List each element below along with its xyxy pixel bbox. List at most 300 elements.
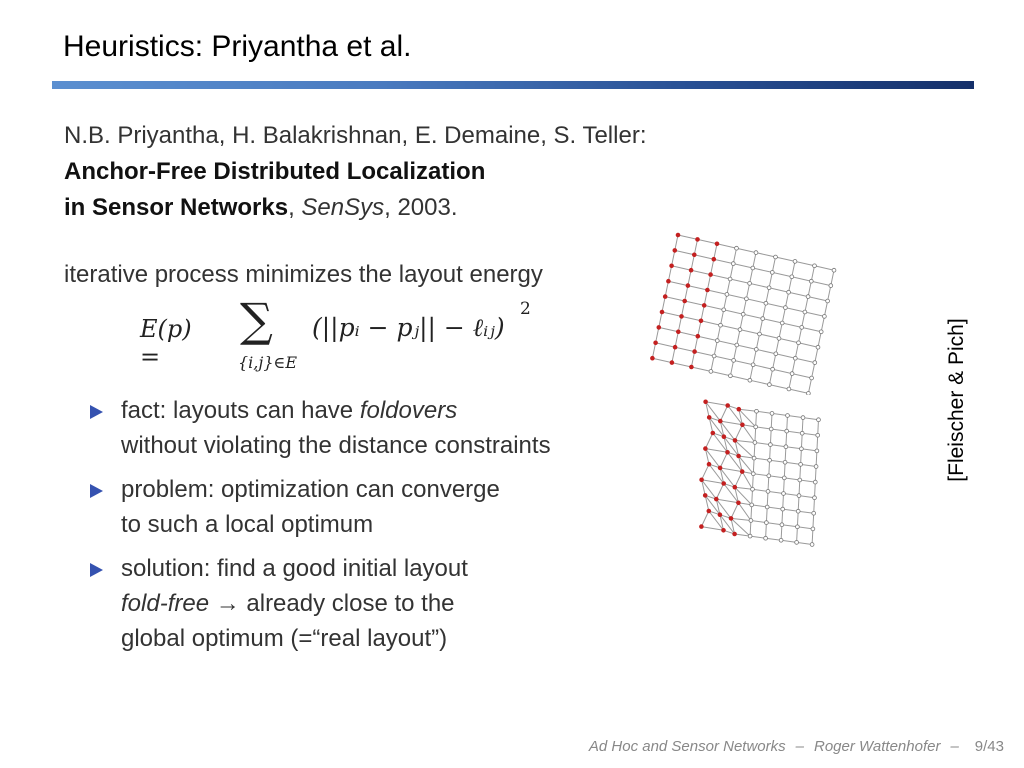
- graph-edge: [685, 286, 688, 301]
- graph-edge: [786, 431, 787, 447]
- graph-edge: [781, 525, 782, 541]
- graph-edge: [714, 244, 717, 259]
- graph-edge: [808, 297, 828, 301]
- graph-edge: [662, 297, 665, 312]
- graph-edge: [735, 472, 742, 488]
- graph-node: [771, 367, 775, 371]
- graph-edge: [783, 494, 784, 510]
- graph-node: [801, 416, 805, 420]
- graph-edge: [727, 279, 730, 294]
- graph-edge: [750, 283, 770, 287]
- graph-node: [798, 478, 802, 482]
- graph-node: [800, 431, 804, 435]
- graph-edge: [792, 277, 812, 281]
- graph-edge: [652, 343, 655, 358]
- bullet-solution-line2: [121, 586, 551, 621]
- graph-edge: [720, 468, 742, 472]
- graph-edge: [769, 369, 772, 384]
- graph-edge: [756, 349, 776, 353]
- graph-node: [799, 463, 803, 467]
- graph-node: [810, 543, 814, 547]
- graph-edge: [801, 433, 802, 449]
- graph-edge: [802, 433, 818, 435]
- graph-edge: [801, 449, 817, 451]
- graph-edge: [688, 286, 708, 290]
- graph-node: [780, 523, 784, 527]
- graph-edge: [814, 498, 815, 514]
- graph-edge: [815, 482, 816, 498]
- graph-node: [780, 321, 784, 325]
- graph-node: [813, 264, 817, 268]
- graph-node: [712, 354, 716, 358]
- graph-edge: [785, 447, 786, 463]
- reference-year: , 2003.: [384, 194, 458, 221]
- folded-grid-graph: [688, 395, 838, 560]
- graph-edge: [785, 462, 801, 464]
- graph-node: [670, 361, 674, 365]
- graph-node: [748, 534, 752, 538]
- graph-edge: [755, 427, 756, 443]
- graph-node: [700, 478, 704, 482]
- graph-node: [680, 315, 684, 319]
- graph-node: [751, 363, 755, 367]
- graph-node: [783, 460, 787, 464]
- graph-edge: [706, 402, 728, 406]
- graph-edge: [678, 316, 681, 331]
- graph-edge: [771, 429, 787, 431]
- graph-edge: [802, 312, 805, 327]
- graph-node: [714, 497, 718, 501]
- graph-edge: [691, 255, 694, 270]
- graph-node: [819, 330, 823, 334]
- graph-node: [817, 418, 821, 422]
- graph-edge: [678, 235, 698, 239]
- graph-edge: [675, 332, 678, 347]
- footer-author: Roger Wattenhofer: [813, 738, 941, 755]
- graph-edge: [753, 474, 754, 490]
- graph-edge: [750, 380, 770, 384]
- graph-node: [787, 387, 791, 391]
- graph-node: [702, 304, 706, 308]
- graph-node: [738, 328, 742, 332]
- graph-edge: [717, 341, 737, 345]
- graph-edge: [716, 484, 723, 500]
- bullet-list: [90, 393, 551, 665]
- graph-edge: [808, 281, 811, 296]
- graph-edge: [659, 327, 679, 331]
- graph-edge: [769, 385, 789, 389]
- graph-edge: [795, 261, 815, 265]
- graph-node: [800, 326, 804, 330]
- graph-edge: [787, 431, 803, 433]
- graph-node: [750, 503, 754, 507]
- graph-edge: [788, 416, 804, 418]
- bullet-fact-text: fact: layouts can have: [121, 397, 360, 424]
- graph-node: [767, 474, 771, 478]
- graph-edge: [691, 367, 711, 371]
- graph-edge: [668, 266, 671, 281]
- graph-edge: [756, 253, 776, 257]
- graph-edge: [737, 330, 740, 345]
- graph-edge: [800, 464, 801, 480]
- graph-node: [796, 525, 800, 529]
- graph-edge: [740, 314, 743, 329]
- graph-edge: [766, 507, 767, 523]
- graph-node: [754, 251, 758, 255]
- graph-node: [758, 332, 762, 336]
- graph-node: [706, 288, 710, 292]
- graph-edge: [698, 336, 718, 340]
- graph-edge: [781, 540, 797, 542]
- graph-edge: [769, 460, 770, 476]
- graph-edge: [786, 447, 802, 449]
- graph-node: [752, 456, 756, 460]
- graph-edge: [770, 460, 786, 462]
- graph-edge: [782, 308, 785, 323]
- graph-node: [764, 536, 768, 540]
- graph-edge: [698, 321, 701, 336]
- graph-edge: [750, 521, 751, 537]
- graph-edge: [816, 451, 817, 467]
- graph-edge: [753, 349, 756, 364]
- graph-edge: [805, 312, 825, 316]
- graph-node: [683, 299, 687, 303]
- graph-node: [813, 496, 817, 500]
- graph-node: [719, 323, 723, 327]
- graph-edge: [753, 365, 773, 369]
- graph-node: [813, 361, 817, 365]
- graph-node: [823, 315, 827, 319]
- graph-node: [722, 528, 726, 532]
- graph-node: [786, 414, 790, 418]
- graph-edge: [767, 507, 783, 509]
- bullet-marker-icon: [90, 484, 103, 498]
- graph-edge: [656, 327, 659, 342]
- image-credit: [Fleischer & Pich]: [945, 318, 968, 482]
- graph-edge: [803, 418, 819, 420]
- graph-edge: [795, 358, 815, 362]
- bullet-solution-line3: global optimum (=“real layout”): [121, 625, 448, 652]
- graph-node: [718, 419, 722, 423]
- graph-node: [686, 284, 690, 288]
- graph-edge: [735, 440, 755, 442]
- graph-edge: [734, 345, 737, 360]
- graph-edge: [721, 310, 724, 325]
- graph-edge: [678, 332, 698, 336]
- graph-edge: [769, 272, 772, 287]
- graph-node: [764, 301, 768, 305]
- graph-edge: [772, 272, 792, 276]
- graph-edge: [705, 449, 727, 453]
- formula-sum-symbol: ∑: [240, 293, 273, 347]
- graph-node: [690, 365, 694, 369]
- graph-edge: [754, 458, 770, 460]
- graph-node: [814, 465, 818, 469]
- graph-edge: [682, 301, 685, 316]
- graph-edge: [695, 336, 698, 351]
- graph-edge: [828, 286, 831, 301]
- graph-node: [795, 541, 799, 545]
- graph-node: [787, 290, 791, 294]
- graph-edge: [701, 305, 704, 320]
- graph-node: [657, 326, 661, 330]
- graph-edge: [769, 288, 789, 292]
- graph-node: [785, 429, 789, 433]
- graph-edge: [751, 505, 752, 521]
- graph-edge: [801, 464, 817, 466]
- graph-edge: [760, 334, 780, 338]
- graph-edge: [733, 248, 736, 263]
- paper-title-line2: in Sensor Networks: [64, 194, 289, 221]
- graph-edge: [799, 480, 800, 496]
- graph-node: [767, 286, 771, 290]
- graph-edge: [785, 308, 805, 312]
- graph-node: [737, 454, 741, 458]
- graph-node: [753, 441, 757, 445]
- graph-edge: [789, 292, 809, 296]
- graph-node: [741, 423, 745, 427]
- graph-edge: [815, 266, 835, 270]
- bullet-problem-line1: problem: optimization can converge: [121, 476, 500, 503]
- graph-node: [768, 383, 772, 387]
- graph-edge: [704, 305, 724, 309]
- graph-edge: [753, 253, 756, 268]
- graph-node: [751, 487, 755, 491]
- graph-node: [770, 271, 774, 275]
- graph-edge: [805, 297, 808, 312]
- slide-title: Heuristics: Priyantha et al.: [63, 30, 412, 63]
- graph-node: [755, 409, 759, 413]
- reference-title-line1: [64, 154, 646, 190]
- graph-edge: [742, 425, 755, 443]
- graph-edge: [797, 527, 813, 529]
- graph-edge: [766, 538, 782, 540]
- graph-edge: [789, 277, 792, 292]
- bullet-fact-emphasis: foldovers: [359, 397, 458, 424]
- reference-venue: SenSys: [301, 194, 385, 221]
- graph-edge: [753, 474, 769, 476]
- graph-node: [660, 310, 664, 314]
- graph-node: [693, 350, 697, 354]
- graph-node: [790, 372, 794, 376]
- graph-node: [765, 505, 769, 509]
- graph-edge: [720, 452, 727, 468]
- graph-node: [726, 404, 730, 408]
- graph-edge: [772, 413, 788, 415]
- graph-edge: [753, 458, 754, 474]
- graph-edge: [691, 270, 711, 274]
- graph-edge: [787, 416, 788, 432]
- graph-edge: [704, 290, 707, 305]
- graph-node: [816, 433, 820, 437]
- graph-node: [740, 470, 744, 474]
- bullet-solution-line1: solution: find a good initial layout: [121, 555, 468, 582]
- graph-node: [696, 238, 700, 242]
- graph-edge: [701, 511, 708, 527]
- graph-node: [726, 450, 730, 454]
- graph-edge: [817, 435, 818, 451]
- graph-node: [810, 376, 814, 380]
- formula-exponent: 2: [520, 299, 531, 319]
- graph-edge: [705, 433, 712, 449]
- graph-edge: [768, 491, 784, 493]
- graph-node: [748, 378, 752, 382]
- graph-edge: [782, 525, 798, 527]
- graph-edge: [792, 261, 795, 276]
- graph-edge: [737, 248, 757, 252]
- graph-node: [712, 257, 716, 261]
- graph-edge: [811, 281, 831, 285]
- graph-node: [803, 310, 807, 314]
- graph-edge: [698, 239, 718, 243]
- graph-edge: [779, 323, 782, 338]
- graph-edge: [702, 464, 709, 480]
- graph-edge: [773, 354, 776, 369]
- graph-node: [700, 525, 704, 529]
- graph-edge: [672, 347, 675, 362]
- graph-node: [711, 431, 715, 435]
- graph-node: [704, 447, 708, 451]
- graph-edge: [815, 347, 818, 362]
- graph-edge: [742, 472, 752, 490]
- graph-node: [815, 449, 819, 453]
- graph-edge: [808, 378, 811, 393]
- graph-node: [754, 425, 758, 429]
- graph-node: [790, 275, 794, 279]
- graph-edge: [731, 503, 738, 519]
- graph-edge: [672, 250, 675, 265]
- paper-title-line1: Anchor-Free Distributed Localization: [64, 158, 486, 185]
- graph-edge: [739, 409, 757, 411]
- graph-node: [692, 253, 696, 257]
- graph-node: [709, 273, 713, 277]
- graph-edge: [784, 478, 800, 480]
- graph-edge: [711, 275, 731, 279]
- bullet-problem-line2: to such a local optimum: [121, 511, 374, 538]
- graph-edge: [665, 297, 685, 301]
- graph-node: [751, 266, 755, 270]
- graph-edge: [738, 503, 751, 521]
- graph-node: [812, 511, 816, 515]
- slide-footer: [589, 738, 1004, 755]
- graph-node: [676, 330, 680, 334]
- graph-node: [769, 427, 773, 431]
- graph-node: [751, 472, 755, 476]
- graph-edge: [769, 476, 785, 478]
- bullet-fact-line1: [121, 393, 551, 428]
- graph-node: [765, 521, 769, 525]
- graph-edge: [752, 489, 753, 505]
- bullet-marker-icon: [90, 563, 103, 577]
- graph-node: [733, 485, 737, 489]
- graph-edge: [675, 347, 695, 351]
- graph-edge: [731, 518, 751, 520]
- graph-node: [703, 494, 707, 498]
- graph-node: [704, 400, 708, 404]
- graph-node: [826, 299, 830, 303]
- graph-node: [718, 466, 722, 470]
- graph-edge: [682, 316, 702, 320]
- graph-edge: [818, 420, 819, 436]
- graph-edge: [784, 494, 800, 496]
- graph-node: [731, 262, 735, 266]
- graph-edge: [730, 360, 733, 375]
- graph-node: [784, 306, 788, 310]
- graph-node: [709, 370, 713, 374]
- graph-node: [718, 513, 722, 517]
- footer-separator: –: [795, 738, 804, 755]
- graph-edge: [784, 462, 785, 478]
- graph-node: [699, 319, 703, 323]
- reference-title-line2: [64, 190, 646, 226]
- graph-edge: [824, 301, 827, 316]
- graph-edge: [776, 354, 796, 358]
- graph-node: [676, 233, 680, 237]
- graph-edge: [799, 327, 802, 342]
- graph-node: [796, 509, 800, 513]
- graph-node: [729, 374, 733, 378]
- graph-edge: [730, 279, 750, 283]
- graph-node: [800, 447, 804, 451]
- graph-edge: [695, 352, 715, 356]
- graph-edge: [800, 480, 816, 482]
- graph-edge: [753, 489, 769, 491]
- graph-edge: [701, 321, 721, 325]
- graph-edge: [821, 316, 824, 331]
- graph-edge: [737, 345, 757, 349]
- bullet-item-problem: [90, 472, 551, 542]
- bullet-fact-line2: without violating the distance constraints: [121, 432, 551, 459]
- graph-edge: [776, 338, 779, 353]
- bullet-marker-icon: [90, 405, 103, 419]
- graph-node: [689, 268, 693, 272]
- graph-node: [806, 295, 810, 299]
- graph-edge: [716, 499, 738, 503]
- graph-edge: [779, 338, 799, 342]
- bullet-item-fact: [90, 393, 551, 463]
- graph-edge: [665, 281, 668, 296]
- fold-free-grid-graph: [640, 225, 840, 395]
- graph-edge: [746, 299, 766, 303]
- graph-edge: [797, 511, 798, 527]
- graph-edge: [714, 341, 717, 356]
- graph-node: [707, 462, 711, 466]
- graph-node: [811, 527, 815, 531]
- graph-node: [777, 337, 781, 341]
- graph-edge: [789, 374, 792, 389]
- graph-edge: [720, 406, 727, 422]
- graph-node: [651, 356, 655, 360]
- graph-edge: [760, 319, 763, 334]
- graph-edge: [685, 301, 705, 305]
- graph-edge: [772, 257, 775, 272]
- graph-edge: [784, 478, 785, 494]
- graph-edge: [724, 294, 727, 309]
- graph-edge: [675, 235, 678, 250]
- graph-edge: [799, 496, 815, 498]
- graph-edge: [802, 327, 822, 331]
- graph-edge: [691, 352, 694, 367]
- intro-text: iterative process minimizes the layout energy: [64, 261, 543, 288]
- graph-edge: [711, 259, 714, 274]
- graph-node: [728, 277, 732, 281]
- graph-node: [741, 312, 745, 316]
- graph-edge: [812, 363, 815, 378]
- graph-edge: [789, 389, 809, 393]
- graph-edge: [770, 445, 786, 447]
- reference-authors: N.B. Priyantha, H. Balakrishnan, E. Demaine, S. Teller:: [64, 122, 647, 149]
- graph-edge: [724, 310, 744, 314]
